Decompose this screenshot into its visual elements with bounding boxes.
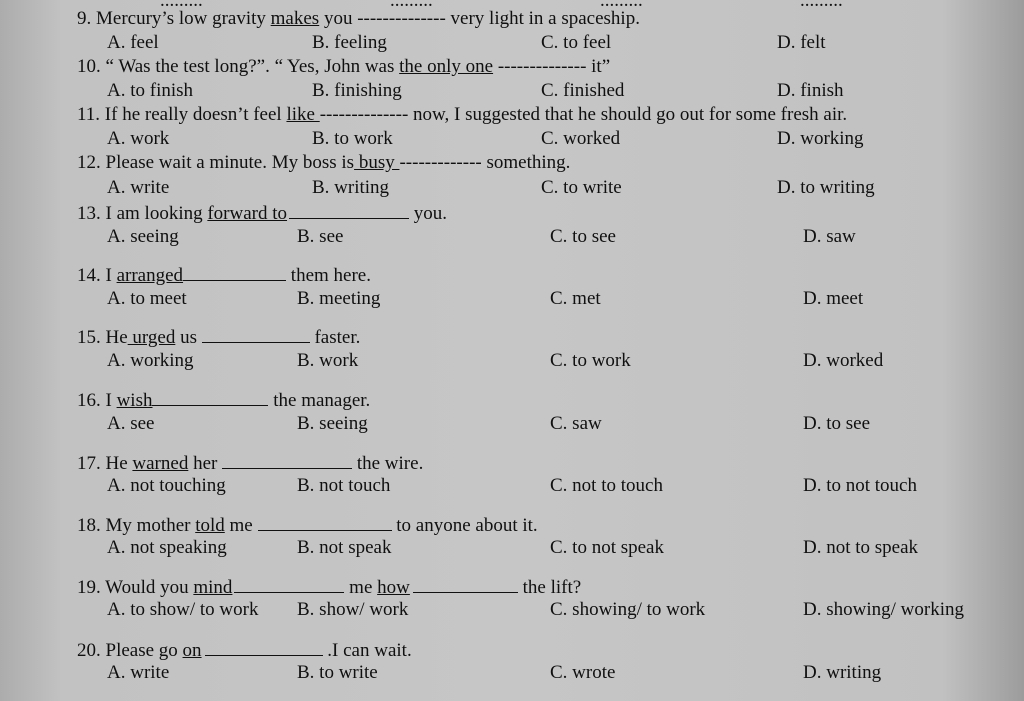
option-d: D. to not touch	[803, 475, 917, 496]
option-c: C. to work	[550, 350, 631, 371]
option-a: A. not speaking	[107, 537, 227, 558]
option-d: D. to writing	[777, 177, 875, 198]
answer-blank	[234, 575, 344, 593]
option-a: A. feel	[107, 32, 159, 53]
option-c: C. saw	[550, 413, 602, 434]
option-d: D. writing	[803, 662, 882, 683]
answer-blank	[289, 201, 409, 219]
option-a: A. not touching	[107, 475, 226, 496]
option-b: B. meeting	[297, 288, 381, 309]
option-a: A. see	[107, 413, 155, 434]
option-b: B. work	[297, 350, 359, 371]
option-c: C. to not speak	[550, 537, 664, 558]
question-10: 10. “ Was the test long?”. “ Yes, John was the only one -------------- it”	[77, 56, 611, 77]
option-c: C. to write	[541, 177, 622, 198]
option-c: C. wrote	[550, 662, 616, 683]
option-a: A. write	[107, 662, 170, 683]
option-a: A. to show/ to work	[107, 599, 259, 620]
answer-blank	[152, 388, 268, 406]
answer-blank	[258, 513, 392, 531]
option-d: D. showing/ working	[803, 599, 964, 620]
option-a: A. working	[107, 350, 194, 371]
answer-blank	[222, 451, 352, 469]
option-b: B. writing	[312, 177, 390, 198]
option-a: A. seeing	[107, 226, 179, 247]
option-d: D. to see	[803, 413, 871, 434]
option-d: D. not to speak	[803, 537, 919, 558]
answer-blank	[202, 325, 310, 343]
option-d: D. worked	[803, 350, 884, 371]
question-19: 19. Would you mind me how the lift?	[77, 577, 582, 598]
option-b: B. seeing	[297, 413, 368, 434]
option-d: D. finish	[777, 80, 844, 101]
question-14: 14. I arranged them here.	[77, 265, 371, 286]
option-c: C. to see	[550, 226, 616, 247]
option-d: D. meet	[803, 288, 864, 309]
option-c: C. not to touch	[550, 475, 663, 496]
question-13: 13. I am looking forward to you.	[77, 203, 448, 224]
option-c: C. to feel	[541, 32, 612, 53]
option-a: A. to finish	[107, 80, 194, 101]
option-a: A. to meet	[107, 288, 187, 309]
answer-blank	[413, 575, 518, 593]
option-a: A. work	[107, 128, 170, 149]
option-b: B. finishing	[312, 80, 402, 101]
option-b: B. to write	[297, 662, 378, 683]
question-17: 17. He warned her the wire.	[77, 453, 424, 474]
answer-blank	[183, 263, 286, 281]
question-18: 18. My mother told me to anyone about it.	[77, 515, 538, 536]
option-c: C. finished	[541, 80, 625, 101]
question-9: 9. Mercury’s low gravity makes you -------------- very light in a spaceship.	[77, 8, 640, 29]
option-b: B. not touch	[297, 475, 391, 496]
cut-off-previous-line: ......... ......... ......... .........	[160, 0, 843, 11]
option-a: A. write	[107, 177, 170, 198]
option-d: D. saw	[803, 226, 856, 247]
option-b: B. feeling	[312, 32, 387, 53]
question-20: 20. Please go on .I can wait.	[77, 640, 412, 661]
option-c: C. showing/ to work	[550, 599, 706, 620]
option-d: D. felt	[777, 32, 826, 53]
option-b: B. see	[297, 226, 344, 247]
option-b: B. not speak	[297, 537, 392, 558]
option-d: D. working	[777, 128, 864, 149]
option-b: B. show/ work	[297, 599, 409, 620]
question-11: 11. If he really doesn’t feel like -------------- now, I suggested that he should go out for some fresh air.	[77, 104, 848, 125]
option-c: C. met	[550, 288, 601, 309]
answer-blank	[205, 638, 323, 656]
option-b: B. to work	[312, 128, 393, 149]
option-c: C. worked	[541, 128, 621, 149]
question-15: 15. He urged us faster.	[77, 327, 361, 348]
question-12: 12. Please wait a minute. My boss is busy ------------- something.	[77, 152, 571, 173]
question-16: 16. I wish the manager.	[77, 390, 371, 411]
